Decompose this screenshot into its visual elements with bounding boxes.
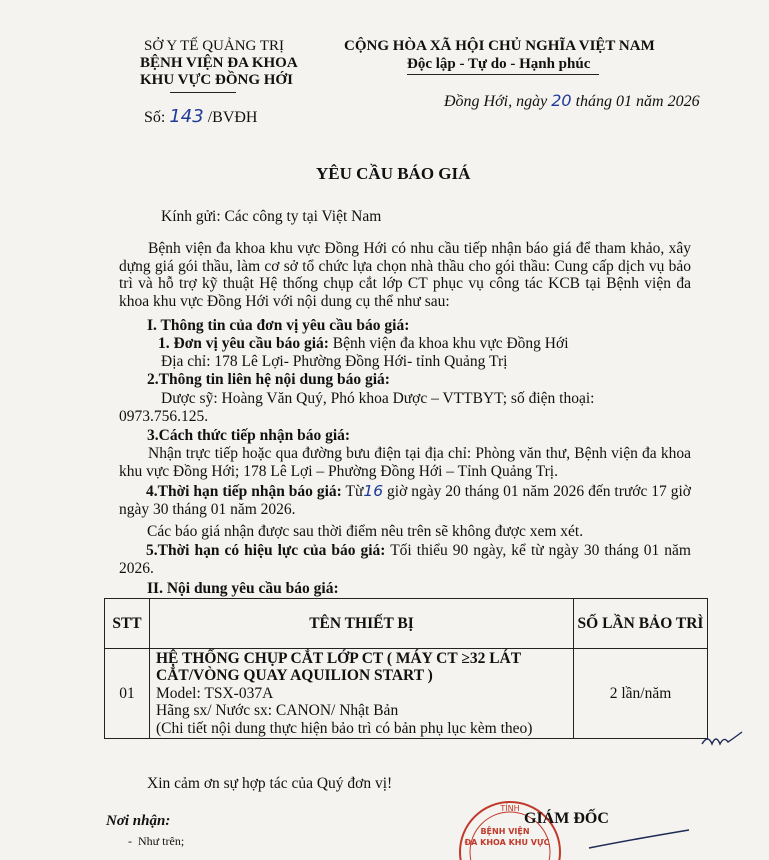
row-stt: 01 (105, 649, 150, 739)
hospital-name-line1: BỆNH VIỆN ĐA KHOA (140, 55, 298, 71)
number-label: Số: (144, 109, 166, 126)
section1-item5 (119, 542, 691, 577)
section1-item2: 2.Thông tin liên hệ nội dung báo giá: (147, 371, 390, 388)
date-prefix: Đồng Hới, ngày (444, 93, 548, 110)
device-name-line2: CẮT/VÒNG QUAY AQUILION START ) (156, 667, 433, 685)
section1-item1 (158, 335, 569, 353)
request-table (104, 598, 708, 739)
signature-mark (585, 828, 695, 849)
section1-item3: 3.Cách thức tiếp nhận báo giá: (147, 427, 351, 444)
item4-post: giờ ngày 20 tháng 01 năm 2026 đến trước 17 giờ ngày 30 tháng 01 năm 2026. (119, 483, 691, 518)
section2-heading: II. Nội dung yêu cầu báo giá: (147, 580, 339, 597)
stamp-top-text: TỈNH (500, 804, 520, 813)
number-handwritten: 143 (169, 106, 204, 127)
item4-hour-handwritten: 16 (363, 482, 384, 500)
phone-number: 0973.756.125. (119, 408, 209, 425)
address-line: Địa chỉ: 178 Lê Lợi- Phường Đồng Hới- tỉnh Quảng Trị (161, 353, 508, 370)
row-device (150, 649, 574, 739)
item5-label: 5.Thời hạn có hiệu lực của báo giá: (146, 542, 386, 559)
device-note: (Chi tiết nội dung thực hiện bảo trì có bản phụ lục kèm theo) (156, 719, 533, 737)
item1-value: Bệnh viện đa khoa khu vực Đồng Hới (332, 335, 569, 352)
row-count: 2 lần/năm (574, 649, 708, 739)
stamp-line2: ĐA KHOA KHU VỰC (464, 838, 550, 847)
closing-line: Xin cảm ơn sự hợp tác của Quý đơn vị! (147, 775, 393, 792)
salutation: Kính gửi: Các công ty tại Việt Nam (161, 208, 382, 225)
item4-label: 4.Thời hạn tiếp nhận báo giá: (146, 483, 342, 500)
date-suffix: tháng 01 năm 2026 (575, 93, 700, 110)
republic-title: CỘNG HÒA XÃ HỘI CHỦ NGHĨA VIỆT NAM (344, 38, 655, 54)
national-motto: Độc lập - Tự do - Hạnh phúc (407, 56, 591, 72)
issue-date (444, 91, 700, 111)
table-row (105, 649, 708, 739)
receive-method: Nhận trực tiếp hoặc qua đường bưu điện tại địa chỉ: Phòng văn thư, Bệnh viện đa khoa khu vực Đồng Hới; 178 Lê Lợi – Phường Đồng Hới – Tỉnh Quảng Trị. (119, 445, 691, 480)
section1-item4 (119, 483, 691, 518)
date-day-handwritten: 20 (551, 91, 572, 110)
document-title: YÊU CẦU BÁO GIÁ (316, 164, 471, 183)
header-left-rule (170, 92, 236, 93)
table-header-row (105, 599, 708, 649)
signature-title: GIÁM ĐỐC (524, 810, 609, 827)
intro-paragraph: Bệnh viện đa khoa khu vực Đồng Hới có nhu cầu tiếp nhận báo giá để tham khảo, xây dựng giá gói thầu, làm cơ sở tổ chức lựa chọn nhà thầu cho gói thầu: Cung cấp dịch vụ bảo trì và hỗ trợ kỹ thuật Hệ thống chụp cắt lớp CT phục vụ công tác KCB tại Bệnh viện đa khoa khu vực Đồng Hới với nội dung cụ thể như sau: (119, 240, 691, 310)
document-number (144, 106, 257, 127)
header-stt: STT (105, 599, 150, 649)
recipient-item (128, 834, 184, 849)
device-model: Model: TSX-037A (156, 684, 274, 702)
late-note: Các báo giá nhận được sau thời điểm nêu trên sẽ không được xem xét. (147, 523, 584, 540)
device-name-line1: HỆ THỐNG CHỤP CẮT LỚP CT ( MÁY CT ≥32 LÁT (156, 649, 522, 667)
item1-label: 1. Đơn vị yêu cầu báo giá: (158, 335, 329, 352)
item5-value: Tối thiểu 90 ngày, kể từ ngày 30 tháng 01 năm 2026. (119, 542, 691, 577)
hospital-name-line2: KHU VỰC ĐỒNG HỚI (140, 72, 293, 88)
recipient-text: Như trên; (138, 834, 185, 848)
device-maker: Hãng sx/ Nước sx: CANON/ Nhật Bản (156, 702, 399, 720)
motto-rule (407, 74, 599, 75)
recipients-label: Nơi nhận: (106, 813, 171, 829)
header-count: SỐ LẦN BẢO TRÌ (574, 599, 708, 649)
contact-line: Dược sỹ: Hoàng Văn Quý, Phó khoa Dược – VTTBYT; số điện thoại: (161, 390, 595, 407)
header-device: TÊN THIẾT BỊ (150, 599, 574, 649)
department-name: SỞ Y TẾ QUẢNG TRỊ (144, 38, 285, 54)
stamp-line1: BỆNH VIỆN (480, 827, 530, 836)
initial-mark (700, 728, 744, 750)
section1-heading: I. Thông tin của đơn vị yêu cầu báo giá: (147, 317, 410, 334)
number-suffix: /BVĐH (207, 109, 258, 126)
recipient-bullet: - (128, 834, 138, 848)
item4-pre: Từ (345, 483, 364, 500)
